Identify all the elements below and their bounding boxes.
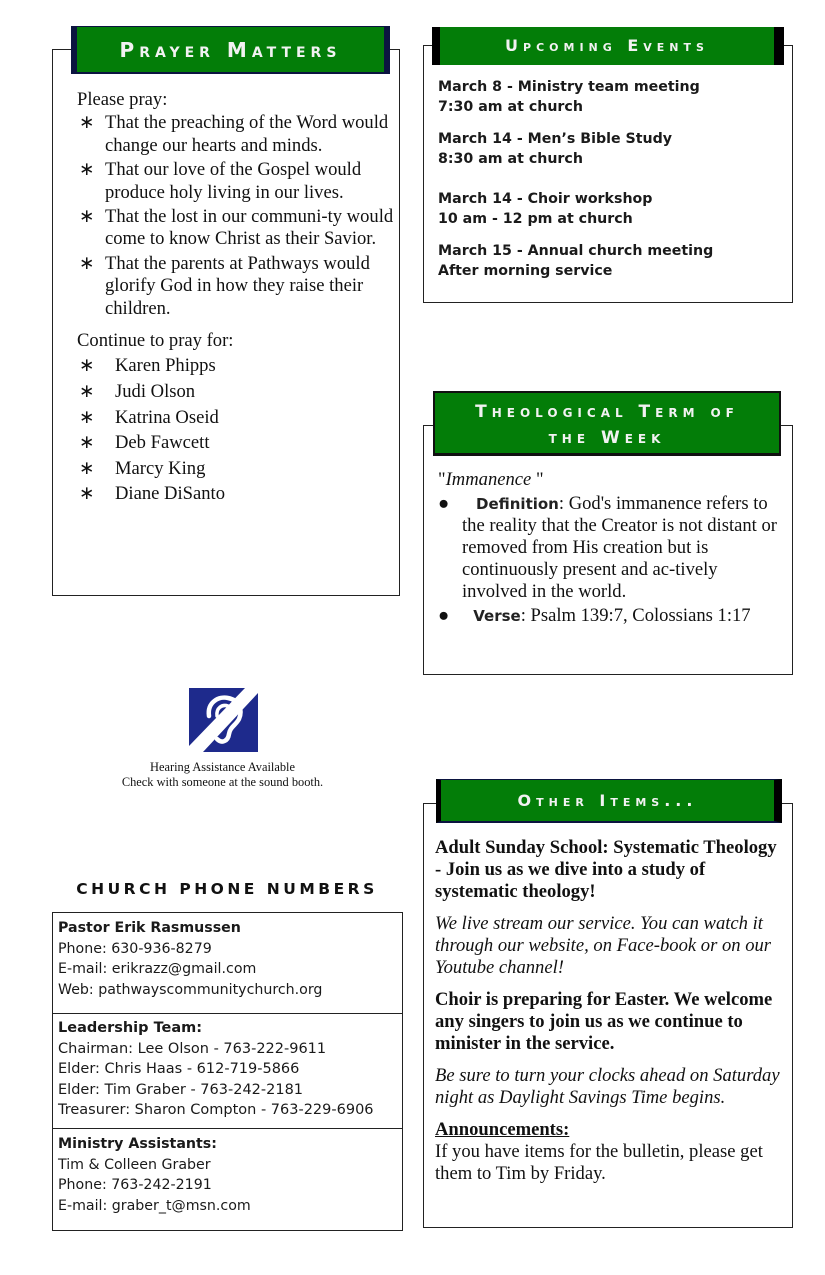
event-detail: 8:30 am at church bbox=[438, 151, 583, 167]
event-title: March 8 - Ministry team meeting bbox=[438, 79, 700, 95]
asterisk-bullet-icon: ∗ bbox=[79, 206, 95, 228]
continue-to-pray-label: Continue to pray for: bbox=[77, 330, 234, 352]
event-title: March 14 - Men’s Bible Study bbox=[438, 131, 673, 147]
assistants-names: Tim & Colleen Graber bbox=[58, 1156, 211, 1173]
prayer-name-item bbox=[77, 458, 395, 480]
prayer-name: Deb Fawcett bbox=[115, 432, 210, 454]
assistants-email: E-mail: graber_t@msn.com bbox=[58, 1197, 251, 1214]
leadership-heading: Leadership Team: bbox=[58, 1020, 203, 1036]
prayer-item bbox=[77, 159, 395, 204]
clocks-notice: Be sure to turn your clocks ahead on Saturday night as Daylight Savings Time begins. bbox=[435, 1065, 780, 1108]
announcements-heading: Announcements: bbox=[435, 1119, 570, 1140]
prayer-name-item bbox=[77, 381, 395, 403]
bullet-dot-icon: ● bbox=[438, 493, 450, 514]
event-item bbox=[438, 189, 788, 229]
hearing-line1: Hearing Assistance Available bbox=[150, 760, 295, 774]
term-definition bbox=[438, 493, 778, 603]
term-word: Immanence bbox=[445, 469, 532, 490]
theological-term-title-line2: the Week bbox=[548, 428, 666, 448]
prayer-name-item bbox=[77, 483, 395, 505]
definition-label: Definition bbox=[476, 495, 559, 513]
definition-text: God's immanence refers to the reality that the Creator is not distant or removed from His creation but is continuously present and ac-tively involved in the world. bbox=[462, 493, 777, 602]
church-phone-numbers-heading: CHURCH PHONE NUMBERS bbox=[76, 880, 378, 898]
theological-term-content bbox=[438, 469, 778, 627]
pastor-web: Web: pathwayscommunitychurch.org bbox=[58, 981, 323, 998]
assistants-heading: Ministry Assistants: bbox=[58, 1136, 217, 1152]
event-detail: After morning service bbox=[438, 263, 613, 279]
assistants-section bbox=[53, 1129, 402, 1230]
definition-sep: : bbox=[558, 493, 569, 514]
leadership-member: Elder: Tim Graber - 763-242-2181 bbox=[58, 1081, 304, 1098]
prayer-intro: Please pray: bbox=[77, 89, 168, 110]
prayer-matters-title: Prayer Matters bbox=[119, 38, 342, 62]
event-item bbox=[438, 77, 788, 117]
prayer-item-text: That the parents at Pathways would glorify God in how they raise their children. bbox=[105, 252, 370, 319]
assistants-phone: Phone: 763-242-2191 bbox=[58, 1177, 212, 1193]
prayer-item-text: That our love of the Gospel would produce holy living in our lives. bbox=[105, 159, 362, 203]
theological-term-banner bbox=[433, 391, 781, 456]
leadership-member: Chairman: Lee Olson - 763-222-9611 bbox=[58, 1040, 327, 1057]
hearing-assistance-icon bbox=[189, 688, 258, 752]
asterisk-bullet-icon: ∗ bbox=[79, 483, 95, 505]
event-detail: 7:30 am at church bbox=[438, 99, 583, 115]
asterisk-bullet-icon: ∗ bbox=[79, 432, 95, 454]
event-title: March 14 - Choir workshop bbox=[438, 191, 653, 207]
pastor-phone: Phone: 630-936-8279 bbox=[58, 940, 212, 957]
asterisk-bullet-icon: ∗ bbox=[79, 406, 95, 428]
prayer-name-item bbox=[77, 355, 395, 377]
pastor-name: Pastor Erik Rasmussen bbox=[58, 920, 241, 936]
prayer-item-text: That the preaching of the Word would change our hearts and minds. bbox=[105, 112, 389, 156]
prayer-name-item bbox=[77, 432, 395, 454]
live-stream-notice: We live stream our service. You can watch it through our website, on Face-book or on our Youtube channel! bbox=[435, 913, 772, 978]
choir-notice: Choir is preparing for Easter. We welcome any singers to join us as we continue to minister in the service. bbox=[435, 989, 773, 1054]
prayer-name: Diane DiSanto bbox=[115, 483, 225, 505]
other-items-title: Other Items... bbox=[517, 791, 698, 810]
event-detail: 10 am - 12 pm at church bbox=[438, 211, 633, 227]
sunday-school-notice: Adult Sunday School: Systematic Theology - Join us as we dive into a study of systematic theology! bbox=[435, 837, 777, 902]
prayer-name: Judi Olson bbox=[115, 381, 196, 403]
asterisk-bullet-icon: ∗ bbox=[79, 381, 95, 403]
verse-sep: : bbox=[520, 605, 531, 626]
upcoming-events-title: Upcoming Events bbox=[505, 36, 709, 55]
bullet-dot-icon: ● bbox=[438, 605, 450, 626]
prayer-name: Karen Phipps bbox=[115, 355, 216, 377]
prayer-matters-banner bbox=[71, 26, 390, 74]
pastor-section bbox=[53, 913, 402, 1014]
asterisk-bullet-icon: ∗ bbox=[79, 355, 95, 377]
event-item bbox=[438, 241, 788, 281]
prayer-item-text: That the lost in our communi-ty would come to know Christ as their Savior. bbox=[105, 206, 394, 250]
phone-directory bbox=[52, 912, 403, 1231]
asterisk-bullet-icon: ∗ bbox=[79, 457, 95, 479]
other-items-banner bbox=[436, 779, 782, 823]
asterisk-bullet-icon: ∗ bbox=[79, 159, 95, 181]
term-verse bbox=[438, 605, 778, 627]
verse-label: Verse bbox=[473, 607, 521, 625]
other-items-content bbox=[435, 837, 785, 1185]
leadership-section bbox=[53, 1014, 402, 1129]
hearing-assistance-text bbox=[90, 760, 355, 790]
upcoming-events-banner bbox=[432, 27, 784, 65]
verse-text: Psalm 139:7, Colossians 1:17 bbox=[530, 605, 751, 626]
leadership-member: Treasurer: Sharon Compton - 763-229-6906 bbox=[58, 1102, 374, 1118]
events-list bbox=[438, 77, 788, 293]
quote-open: " bbox=[438, 469, 446, 490]
theological-term-title-line1: Theological Term of bbox=[475, 402, 739, 422]
prayer-item bbox=[77, 112, 395, 157]
event-title: March 15 - Annual church meeting bbox=[438, 243, 714, 259]
asterisk-bullet-icon: ∗ bbox=[79, 112, 95, 134]
announcements-text: If you have items for the bulletin, please get them to Tim by Friday. bbox=[435, 1141, 763, 1184]
prayer-item bbox=[77, 206, 395, 251]
prayer-content bbox=[77, 89, 395, 509]
prayer-name: Katrina Oseid bbox=[115, 406, 219, 428]
event-item bbox=[438, 129, 788, 169]
prayer-name-item bbox=[77, 407, 395, 429]
term-word-line bbox=[438, 469, 778, 491]
prayer-name: Marcy King bbox=[115, 457, 206, 479]
quote-close: " bbox=[531, 469, 544, 490]
asterisk-bullet-icon: ∗ bbox=[79, 252, 95, 274]
prayer-item bbox=[77, 253, 395, 320]
pastor-email: E-mail: erikrazz@gmail.com bbox=[58, 961, 257, 977]
hearing-line2: Check with someone at the sound booth. bbox=[121, 775, 324, 789]
leadership-member: Elder: Chris Haas - 612-719-5866 bbox=[58, 1061, 300, 1077]
